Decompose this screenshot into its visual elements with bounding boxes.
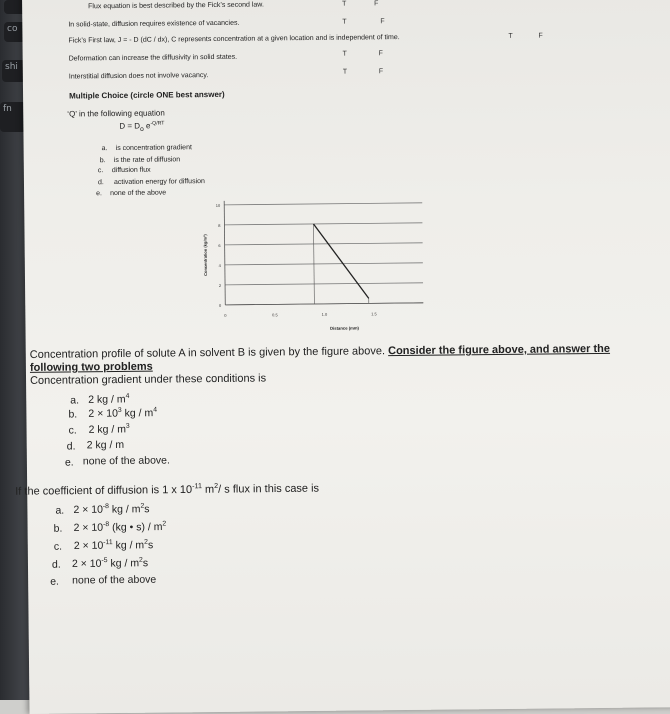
option-unit: kg / m xyxy=(122,407,154,419)
y-tick-label: 4 xyxy=(219,263,222,268)
stem-text: If the coefficient of diffusion is 1 x 10 xyxy=(15,484,192,498)
tf-true-option[interactable]: T xyxy=(508,33,512,40)
option-text[interactable]: none of the above xyxy=(72,574,156,587)
gridline-horizontal xyxy=(225,243,423,245)
option-letter[interactable]: b. xyxy=(54,523,63,535)
x-tick-label: 1.5 xyxy=(371,311,377,316)
key-label: co xyxy=(7,24,17,34)
option-exponent: 2 xyxy=(140,503,144,510)
equation-subscript: o xyxy=(140,126,144,133)
option-exponent: 3 xyxy=(126,423,130,430)
question-stem: ‘Q’ in the following equation xyxy=(67,109,165,119)
tf-true-option[interactable]: T xyxy=(342,1,346,8)
option-exponent: -8 xyxy=(103,521,109,528)
stem-tail: / s flux in this case is xyxy=(218,483,319,496)
option-exponent: 2 xyxy=(144,539,148,546)
option-unit-tail: s xyxy=(148,539,153,551)
option-value: 2 × 10 xyxy=(72,558,102,570)
question-stem xyxy=(15,481,319,498)
option-letter[interactable]: e. xyxy=(50,576,59,588)
option-text[interactable] xyxy=(74,539,154,552)
option-letter[interactable]: b. xyxy=(68,408,77,420)
gridline-horizontal xyxy=(225,283,423,285)
context-text: Concentration profile of solute A in solvent B is given by the figure above. xyxy=(30,345,385,361)
key-label: shi xyxy=(5,62,18,72)
tf-statement: Flux equation is best described by the Fick’s second law. xyxy=(88,1,264,10)
stem-exponent: 2 xyxy=(214,482,218,490)
option-text[interactable]: 2 kg / m xyxy=(87,439,124,451)
option-value: 2 × 10 xyxy=(74,522,104,534)
tf-false-option[interactable]: F xyxy=(374,0,378,7)
option-exponent: 4 xyxy=(126,393,130,400)
context-paragraph xyxy=(30,343,610,361)
option-unit: kg / m xyxy=(113,539,145,551)
x-tick-label: 1.0 xyxy=(322,312,328,317)
option-letter[interactable]: e. xyxy=(65,456,74,468)
option-text[interactable] xyxy=(88,423,129,436)
tf-false-option[interactable]: F xyxy=(379,50,383,57)
y-axis xyxy=(224,201,225,305)
option-unit-tail: s xyxy=(143,557,148,569)
option-unit-tail: s xyxy=(144,503,149,515)
option-text[interactable]: none of the above. xyxy=(83,454,170,467)
y-tick-label: 2 xyxy=(219,283,222,288)
gridline-horizontal xyxy=(224,203,422,205)
context-emphasis-line2: following two problems xyxy=(30,361,153,374)
option-exponent: -11 xyxy=(103,539,112,546)
tf-false-option[interactable]: F xyxy=(538,33,542,40)
option-exponent: -5 xyxy=(101,557,107,564)
option-exponent: 2 xyxy=(162,521,166,528)
y-tick-label: 8 xyxy=(218,223,221,228)
option-text[interactable] xyxy=(74,521,167,534)
tf-statement: Deformation can increase the diffusivity in solid states. xyxy=(69,54,237,63)
option-value: 2 × 10 xyxy=(74,540,104,552)
option-letter[interactable]: d. xyxy=(67,440,76,452)
option-letter[interactable]: c. xyxy=(69,424,77,436)
option-letter[interactable]: a. xyxy=(70,394,79,406)
tf-true-option[interactable]: T xyxy=(343,69,347,76)
option-text[interactable] xyxy=(73,503,149,516)
option-value: 2 kg / m xyxy=(89,423,126,435)
gridline-horizontal xyxy=(225,263,423,265)
option-letter[interactable]: c. xyxy=(98,167,104,174)
option-unit: kg / m xyxy=(107,557,139,569)
drop-line xyxy=(314,224,315,304)
option-letter[interactable]: e. xyxy=(96,190,102,197)
option-value: 2 × 10 xyxy=(88,408,118,420)
option-letter[interactable]: a. xyxy=(102,145,108,152)
stem-unit: m xyxy=(202,484,214,496)
option-value: 2 kg / m xyxy=(88,393,125,405)
gridline-horizontal xyxy=(224,223,422,225)
option-unit: kg / m xyxy=(109,503,141,515)
stem-exponent: -11 xyxy=(192,482,202,490)
option-text[interactable] xyxy=(72,557,148,570)
tf-statement: Interstitial diffusion does not involve vacancy. xyxy=(69,72,209,80)
key-label: fn xyxy=(3,104,12,114)
option-value: 2 × 10 xyxy=(73,504,103,516)
concentration-line xyxy=(314,223,369,299)
option-text[interactable]: is concentration gradient xyxy=(116,144,192,152)
concentration-profile-chart xyxy=(194,195,435,338)
option-text[interactable]: none of the above xyxy=(110,190,166,198)
option-letter[interactable]: d. xyxy=(98,179,104,186)
y-tick-label: 10 xyxy=(216,203,221,208)
diffusion-equation xyxy=(119,121,164,134)
option-letter[interactable]: b. xyxy=(100,157,106,164)
x-tick-label: 0.5 xyxy=(272,312,278,317)
equation-exponent: -Q/RT xyxy=(150,121,164,127)
equation-lhs: D = D xyxy=(119,121,140,130)
y-tick-label: 6 xyxy=(218,243,221,248)
equation-exp-base: e xyxy=(146,121,151,130)
option-letter[interactable]: a. xyxy=(55,505,64,517)
x-tick-label: 0 xyxy=(224,313,227,318)
mc-heading: Multiple Choice (circle ONE best answer) xyxy=(69,90,225,101)
tf-statement: In solid-state, diffusion requires existence of vacancies. xyxy=(68,20,239,29)
option-text[interactable] xyxy=(88,407,157,420)
option-letter[interactable]: c. xyxy=(54,541,62,553)
tf-true-option[interactable]: T xyxy=(343,51,347,58)
option-text[interactable]: diffusion flux xyxy=(112,167,151,174)
option-exponent: -8 xyxy=(103,503,109,510)
option-text[interactable]: activation energy for diffusion xyxy=(114,178,205,186)
x-axis xyxy=(225,303,423,305)
option-text[interactable]: is the rate of diffusion xyxy=(114,156,180,164)
context-emphasis: Consider the figure above, and answer the xyxy=(388,343,610,357)
option-exponent: 2 xyxy=(139,557,143,564)
option-unit: (kg • s) / m xyxy=(109,521,162,534)
option-letter[interactable]: d. xyxy=(52,559,61,571)
tf-true-option[interactable]: T xyxy=(342,19,346,26)
y-axis-label: Concentration (kg/m³) xyxy=(203,234,208,276)
option-exponent: 4 xyxy=(153,407,157,414)
question-stem: Concentration gradient under these conditions is xyxy=(30,372,266,386)
tf-false-option[interactable]: F xyxy=(380,18,384,25)
option-exponent: 3 xyxy=(118,407,122,414)
option-text[interactable] xyxy=(88,393,129,406)
y-tick-label: 0 xyxy=(219,303,222,308)
x-axis-label: Distance (mm) xyxy=(330,325,360,330)
tf-false-option[interactable]: F xyxy=(379,68,383,75)
tf-statement: Fick’s First law, J = - D (dC / dx), C represents concentration at a given location and is independent of time. xyxy=(68,34,399,44)
exam-paper xyxy=(22,0,670,714)
